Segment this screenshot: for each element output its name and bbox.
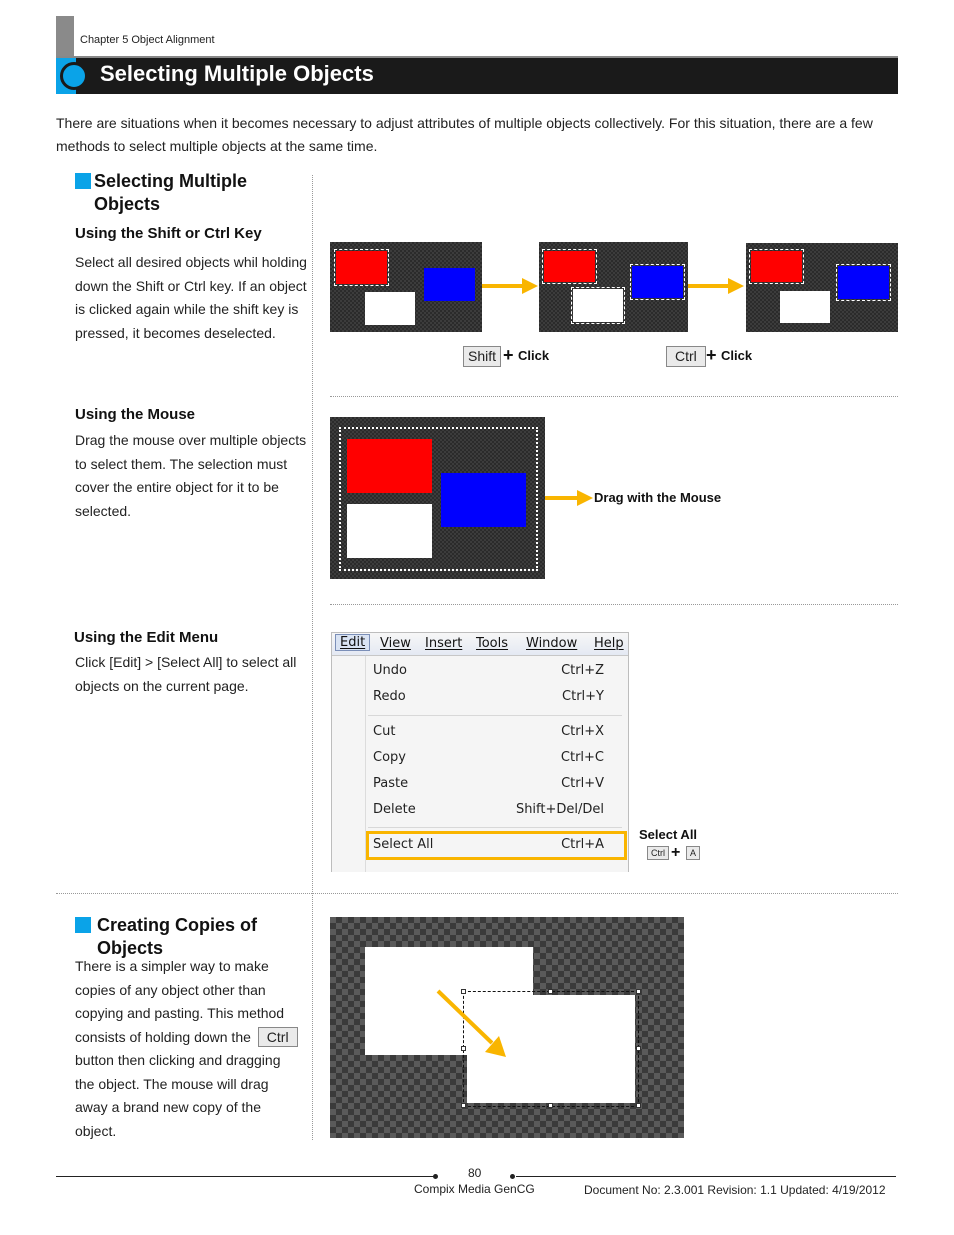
chapter-marker xyxy=(56,16,74,56)
edit-menu-line-1: Click [Edit] > [Select All] to select all xyxy=(75,654,297,670)
shortcut-delete: Shift+Del/Del xyxy=(515,802,604,817)
title-bullet-icon xyxy=(60,62,88,90)
menu-insert[interactable]: Insert xyxy=(425,636,463,651)
drag-select-panel xyxy=(330,417,545,579)
mouse-title: Using the Mouse xyxy=(75,406,196,423)
menu-item-select-all[interactable]: Select All xyxy=(373,837,434,852)
copies-line-5: button then clicking and dragging xyxy=(75,1052,281,1068)
arrow-right-icon xyxy=(545,488,595,508)
copy-drag-panel xyxy=(330,917,684,1138)
white-object xyxy=(347,504,432,558)
product-name: Compix Media GenCG xyxy=(414,1182,535,1196)
mouse-line-2: to select them. The selection must xyxy=(75,455,288,472)
resize-handle xyxy=(636,1103,641,1108)
drag-caption: Drag with the Mouse xyxy=(594,490,722,505)
page-title: Selecting Multiple Objects xyxy=(100,61,374,86)
ctrl-key: Ctrl xyxy=(666,346,706,367)
blue-object-selected xyxy=(632,266,683,298)
ctrl-key: Ctrl xyxy=(258,1027,298,1047)
footer-dot xyxy=(433,1174,438,1179)
red-object-selected xyxy=(751,251,802,282)
section1-title-line1: Selecting Multiple xyxy=(94,171,248,191)
drag-arrow-icon xyxy=(430,983,520,1063)
section2-title xyxy=(97,914,257,960)
blue-object xyxy=(441,473,526,527)
mouse-text xyxy=(75,429,311,523)
divider-sections xyxy=(56,893,898,894)
red-object-selected xyxy=(544,251,595,282)
arrow-right-icon xyxy=(688,276,746,296)
red-object-selected xyxy=(336,251,387,284)
copies-line-1: There is a simpler way to make xyxy=(75,958,269,974)
section-bullet-icon xyxy=(75,917,91,933)
mouse-line-3: cover the entire object for it to be xyxy=(75,479,279,495)
copies-line-7: away a brand new copy of the xyxy=(75,1099,262,1115)
shift-ctrl-line-1: Select all desired objects whil holding xyxy=(75,254,307,270)
plus-icon: + xyxy=(503,345,514,365)
a-key-small: A xyxy=(686,846,700,860)
copies-text xyxy=(75,955,311,1143)
mouse-line-1: Drag the mouse over multiple objects xyxy=(75,432,307,448)
edit-menu-text xyxy=(75,651,311,698)
footer-line-left xyxy=(56,1176,434,1177)
section1-title-line2: Objects xyxy=(94,194,161,214)
state-panel-1 xyxy=(330,242,482,332)
menu-separator xyxy=(368,827,622,828)
copies-line-2: copies of any object other than xyxy=(75,981,266,998)
white-object xyxy=(365,292,415,325)
menu-view[interactable]: View xyxy=(380,636,411,651)
section-bullet-icon xyxy=(75,173,91,189)
arrow-right-icon xyxy=(482,276,540,296)
footer-line-right xyxy=(516,1176,896,1177)
menu-bar xyxy=(332,633,628,656)
click-label: Click xyxy=(518,348,550,363)
copies-line-4 xyxy=(75,1026,311,1050)
divider-mouse-menu xyxy=(330,604,898,605)
shift-ctrl-line-3: is clicked again while the shift key is xyxy=(75,301,299,317)
page-number: 80 xyxy=(468,1166,482,1180)
footer-dot xyxy=(510,1174,515,1179)
resize-handle xyxy=(636,1046,641,1051)
shift-ctrl-text xyxy=(75,251,311,345)
select-all-caption: Select All xyxy=(639,827,698,842)
shortcut-select-all: Ctrl+A xyxy=(561,837,604,852)
state-panel-2 xyxy=(539,242,688,332)
resize-handle xyxy=(636,989,641,994)
section1-title xyxy=(94,170,247,216)
menu-item-copy[interactable]: Copy xyxy=(373,750,406,765)
shortcut-copy: Ctrl+C xyxy=(560,750,604,765)
resize-handle xyxy=(461,1103,466,1108)
shortcut-paste: Ctrl+V xyxy=(561,776,604,791)
resize-handle xyxy=(548,1103,553,1108)
blue-object-selected xyxy=(838,266,889,299)
menu-item-undo[interactable]: Undo xyxy=(373,663,407,678)
shortcut-undo: Ctrl+Z xyxy=(561,663,604,678)
menu-separator xyxy=(368,715,622,716)
click-label: Click xyxy=(721,348,753,363)
copies-line-8: object. xyxy=(75,1122,117,1139)
blue-object xyxy=(424,268,475,301)
edit-menu-title: Using the Edit Menu xyxy=(74,629,219,646)
divider-shift-mouse xyxy=(330,396,898,397)
mouse-line-4: selected. xyxy=(75,502,132,519)
column-divider xyxy=(312,175,313,1140)
menu-help[interactable]: Help xyxy=(594,636,624,651)
resize-handle xyxy=(548,989,553,994)
select-all-highlight xyxy=(366,831,627,860)
shift-key: Shift xyxy=(463,346,501,367)
red-object xyxy=(347,439,432,493)
section2-title-line2: Objects xyxy=(97,938,164,958)
shortcut-redo: Ctrl+Y xyxy=(562,689,604,704)
shortcut-cut: Ctrl+X xyxy=(561,724,604,739)
plus-icon: + xyxy=(671,844,681,861)
chapter-label: Chapter 5 Object Alignment xyxy=(80,34,215,46)
menu-item-redo[interactable]: Redo xyxy=(373,689,406,704)
copies-line-4-text: consists of holding down the xyxy=(75,1028,251,1045)
shift-ctrl-line-2: down the Shift or Ctrl key. If an object xyxy=(75,277,307,294)
plus-icon: + xyxy=(706,345,717,365)
menu-edit[interactable]: Edit xyxy=(335,634,370,651)
shift-ctrl-title: Using the Shift or Ctrl Key xyxy=(75,225,262,242)
state-panel-3 xyxy=(746,243,898,332)
section2-title-line1: Creating Copies of xyxy=(97,915,258,935)
menu-item-delete[interactable]: Delete xyxy=(373,802,416,817)
ctrl-key-small: Ctrl xyxy=(647,846,669,860)
menu-item-paste[interactable]: Paste xyxy=(373,776,409,791)
menu-item-cut[interactable]: Cut xyxy=(373,724,396,739)
menu-tools[interactable]: Tools xyxy=(476,636,509,651)
copies-line-3: copying and pasting. This method xyxy=(75,1005,285,1021)
document-info: Document No: 2.3.001 Revision: 1.1 Updated: 4/19/2012 xyxy=(584,1183,886,1197)
intro-paragraph: There are situations when it becomes necessary to adjust attributes of multiple objects collectively. For this situation, there are a few methods to select multiple objects at the same time. xyxy=(56,115,873,154)
shift-ctrl-line-4: pressed, it becomes deselected. xyxy=(75,324,276,341)
white-object-deselected xyxy=(780,291,830,323)
copies-line-6: the object. The mouse will drag xyxy=(75,1075,269,1092)
menu-window[interactable]: Window xyxy=(526,636,578,651)
white-object-selected xyxy=(573,289,623,322)
edit-menu-line-2: objects on the current page. xyxy=(75,677,249,694)
